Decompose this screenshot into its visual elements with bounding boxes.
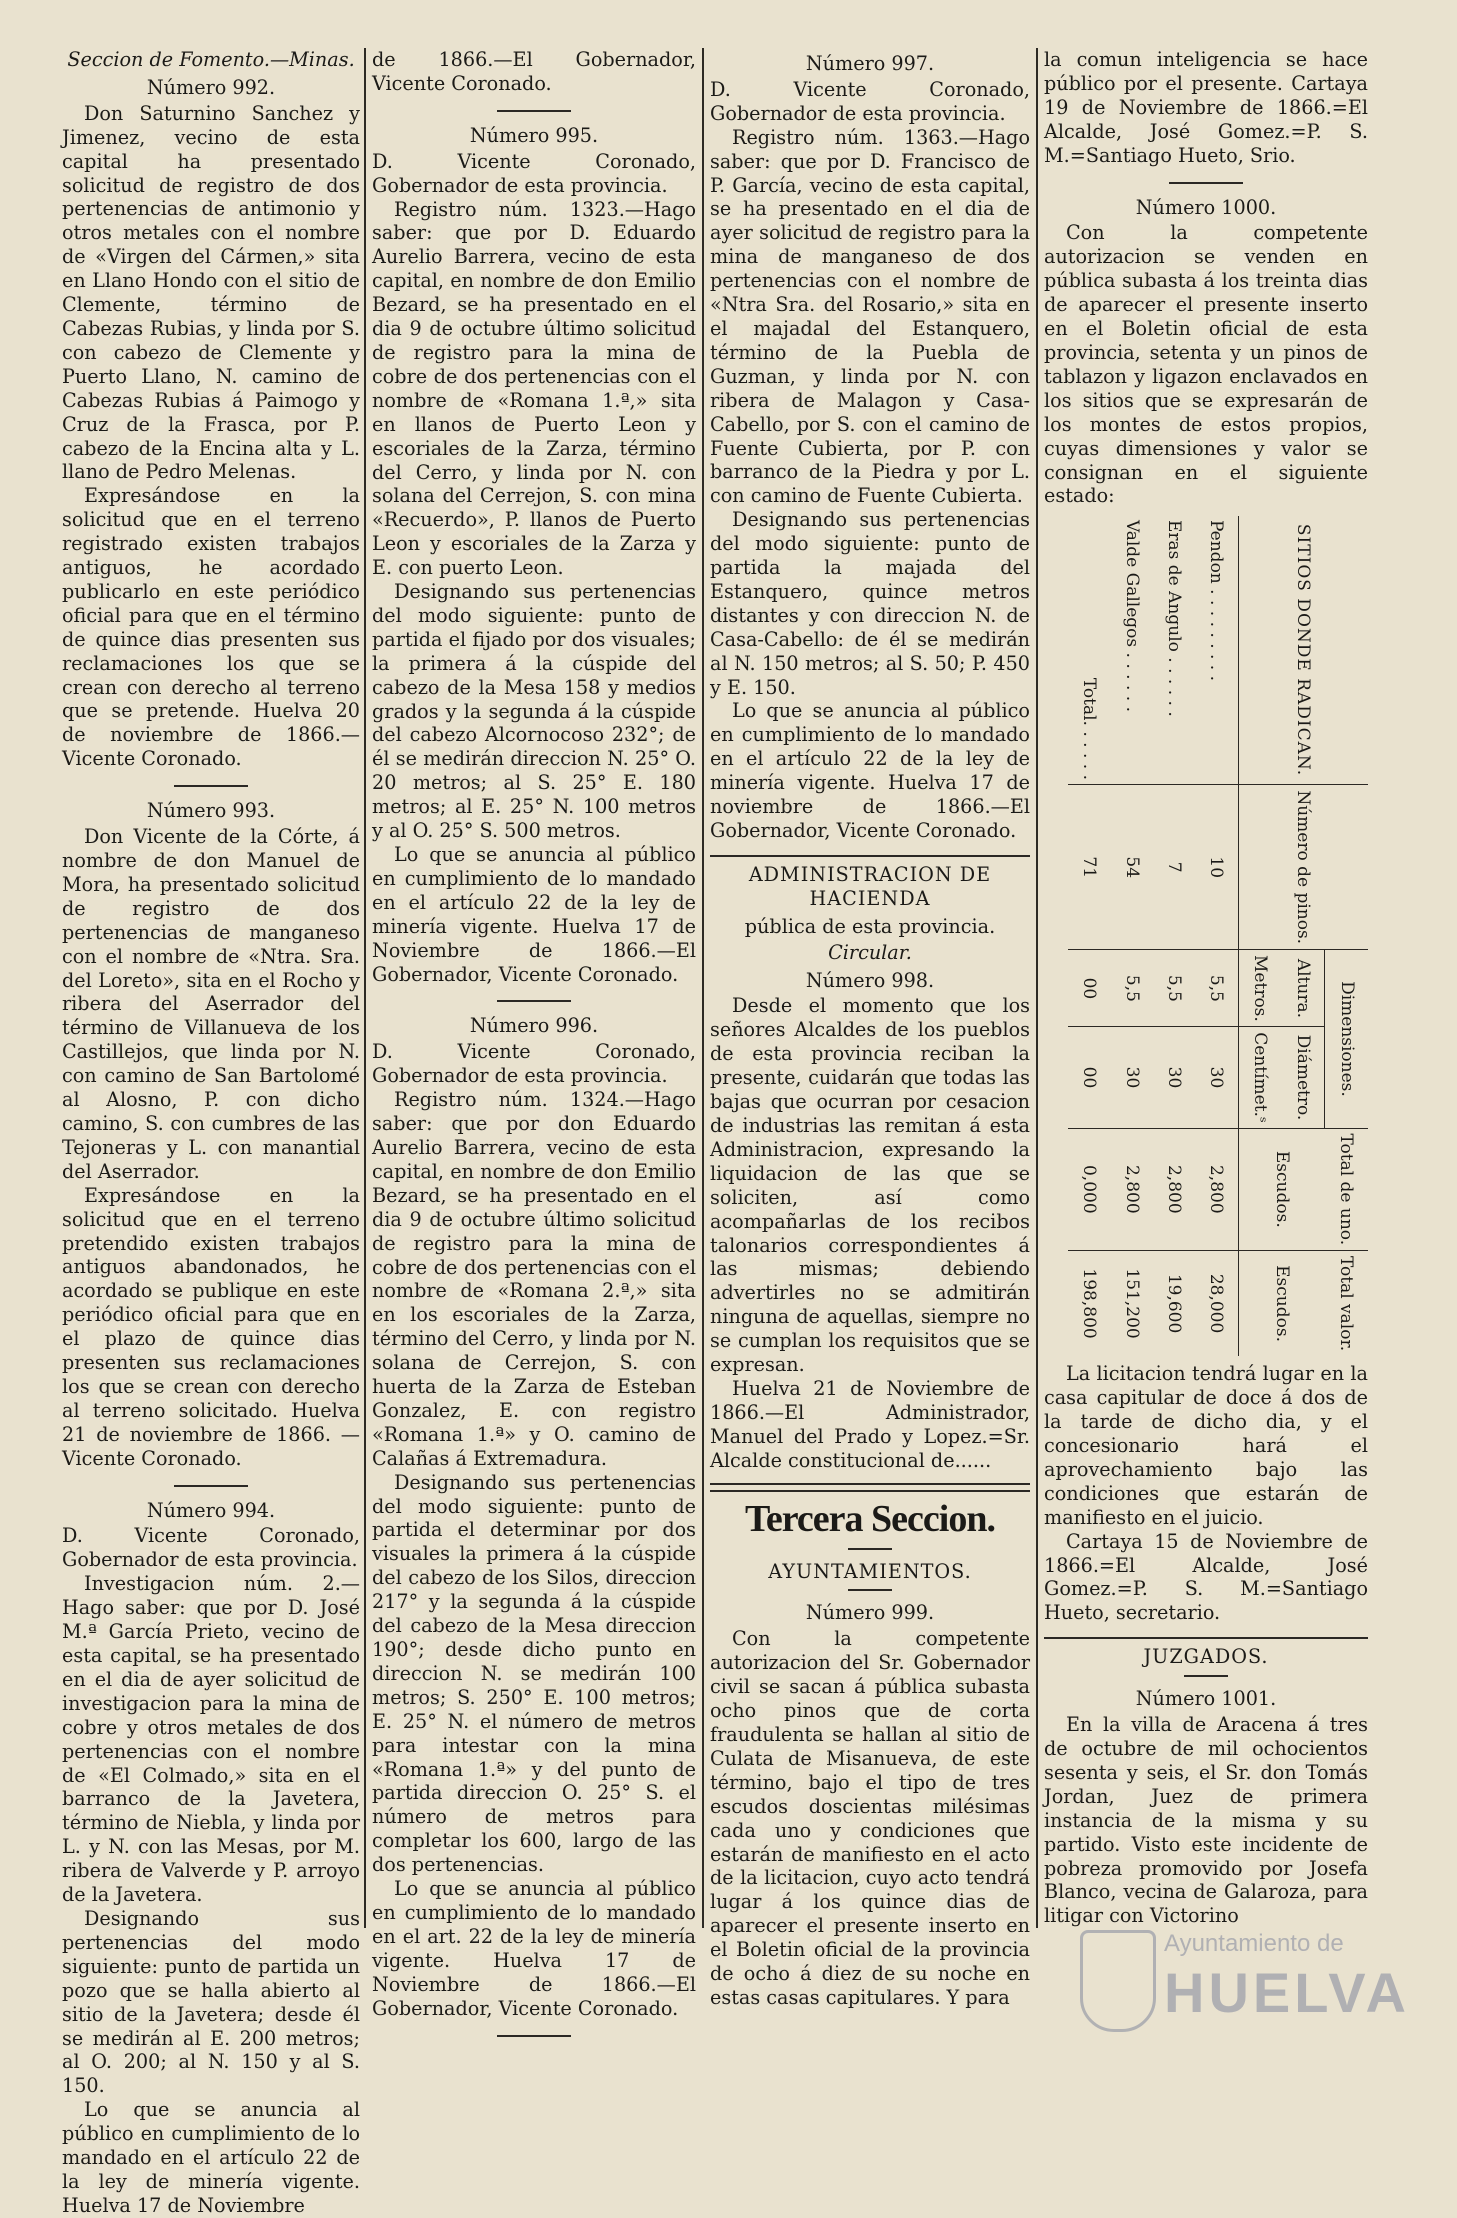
table-cell-diameter: 30 (1110, 1027, 1152, 1128)
administration-subheading: pública de esta provincia. (744, 914, 996, 938)
table-cell-number: 54 (1110, 785, 1152, 950)
column-4 (1044, 48, 1368, 1938)
table-header-height: Altura. (1282, 950, 1325, 1027)
separator (1169, 182, 1243, 184)
paragraph: Expresándose en la solicitud que en el terreno pretendido existen trabajos antiguos abandonados, he acordado se publique en este periódico oficial para que en el plazo de quince dias presenten sus reclamaciones los que se crean con derecho al terreno solicitado. Huelva 21 de noviembre de 1866. —Vicente Coronado. (62, 1183, 360, 1470)
pine-table-wrapper (1044, 516, 1368, 1356)
notice-header: D. Vicente Coronado, Gobernador de esta provincia. (710, 77, 1030, 125)
section-title: Tercera Seccion. (745, 1497, 995, 1540)
table-cell-number: 7 (1153, 785, 1195, 950)
column-rule (1036, 48, 1038, 1928)
paragraph: Lo que se anuncia al público en cumplimiento de lo mandado en el artículo 22 de la ley de minería vigente. Huelva 17 de noviembre de 1866.—El Gobernador, Vicente Coronado. (710, 699, 1030, 842)
separator (497, 110, 571, 112)
table-cell-height: 5,5 (1195, 950, 1238, 1027)
paragraph: Designando sus pertenencias del modo siguiente: punto de partida el fijado por dos visuales; la primera á la cúspide del cabezo de la Mesa 158 y medios grados y la segunda á la cúspide del cabezo Alcornocoso 232°; de él se medirán direccion N. 25° O. 20 metros; al S. 25° E. 180 metros; al E. 25° N. 100 metros y al O. 25° S. 500 metros. (372, 580, 696, 843)
notice-header: D. Vicente Coronado, Gobernador de esta provincia. (62, 1524, 360, 1572)
notice-header: D. Vicente Coronado, Gobernador de esta provincia. (372, 149, 696, 197)
paragraph: Designando sus pertenencias del modo siguiente: punto de partida el determinar por dos visuales la primera á la cúspide del cabezo de los Silos, direccion 217° y la segunda á la cúspide del cabezo de la Mesa direccion 190°; desde dicho punto en direccion N. se medirán 100 metros; S. 250° E. 100 metros; E. 25° N. el número de metros para intestar con la mina «Romana 1.ª» y del punto de partida direccion O. 25° S. el número de metros para completar los 600, largo de las dos pertenencias. (372, 1470, 696, 1877)
paragraph: Lo que se anuncia al público en cumplimiento de lo mandado en el artículo 22 de la ley de minería vigente. Huelva 17 de Noviembre (62, 2098, 360, 2217)
table-header-diameter: Diámetro. (1282, 1027, 1325, 1128)
watermark-line-2: HUELVA (1164, 1961, 1410, 2024)
section-heading: Seccion de Fomento.—Minas. (67, 48, 355, 71)
paragraph: Con la competente autorizacion se venden en pública subasta á los treinta dias de aparecer el presente inserto en el Boletin oficial de esta provincia, setenta y un pinos de tablazon y ligazon enclavados en los sitios que se expresarán de los montes de estos propios, cuyas dimensiones y valor se consignan en el siguiente estado: (1044, 221, 1368, 508)
column-rule (702, 48, 704, 1928)
table-header-number: Número de pinos. (1238, 785, 1368, 950)
table-cell-site: Eras de Angulo . . . . . . (1163, 520, 1184, 718)
paragraph: de 1866.—El Gobernador, Vicente Coronado. (372, 48, 696, 95)
table-row (1110, 516, 1152, 1356)
administration-heading: ADMINISTRACION DE HACIENDA (748, 862, 992, 910)
table-header-diameter-unit: Centímet.ˢ (1238, 1027, 1281, 1128)
table-cell-total-value: 28,000 (1195, 1251, 1238, 1356)
table-cell-height: 5,5 (1110, 950, 1152, 1027)
table-header-total-one-unit: Escudos. (1238, 1128, 1324, 1251)
column-rule (364, 48, 366, 1928)
paragraph: Don Vicente de la Córte, á nombre de don Manuel de Mora, ha presentado solicitud de registro de dos pertenencias de manganeso con el nombre de «Ntra. Sra. del Loreto», sita en el Rocho y ribera del Aserrador del término de Villanueva de los Castillejos, que linda por N. con camino de San Bartolomé al Alosno, P. con dicho camino, S. con cumbres de las Tejoneras y L. con manantial del Aserrador. (62, 825, 360, 1183)
paragraph: Investigacion núm. 2.—Hago saber: que por D. José M.ª García Prieto, vecino de esta capital, se ha presentado en el dia de ayer solicitud de investigacion para la mina de cobre y otros metales de dos pertenencias con el nombre de «El Colmado,» sita en el barranco de la Javetera, término de Niebla, y linda por L. y N. con las Mesas, por M. ribera de Valverde y P. arroyo de la Javetera. (62, 1572, 360, 1907)
separator (848, 1589, 892, 1591)
table-header-sites: SITIOS DONDE RADICAN. (1238, 516, 1368, 785)
paragraph: Cartaya 15 de Noviembre de 1866.=El Alcalde, José Gomez.=P. S. M.=Santiago Hueto, secretario. (1044, 1529, 1368, 1625)
table-header-total-one: Total de uno. (1325, 1128, 1368, 1251)
table-header-total-value-unit: Escudos. (1238, 1251, 1324, 1356)
table-cell-height: 00 (1068, 950, 1110, 1027)
table-cell-height: 5,5 (1153, 950, 1195, 1027)
column-3 (710, 48, 1030, 2009)
table-cell-diameter: 30 (1153, 1027, 1195, 1128)
section-rule (710, 1483, 1030, 1492)
paragraph: Desde el momento que los señores Alcaldes de los pueblos de esta provincia reciban la presente, cuidarán que todas las bajas que ocurran por cesacion de industrias las remitan á esta Administracion, expresando la liquidacion de las que se soliciten, así como acompañarlas de los recibos talonarios correspondientes á las mismas; debiendo advertirles no se admitirán ninguna de aquellas, siempre no se cumplan los requisitos que se expresan. (710, 994, 1030, 1377)
notice-number: Número 995. (469, 123, 599, 147)
circular-label: Circular. (828, 940, 912, 964)
table-cell-site: Valde Gallegos . . . . . . (1121, 520, 1142, 713)
paragraph: Huelva 21 de Noviembre de 1866.—El Administrador, Manuel del Prado y Lopez.=Sr. Alcalde constitucional de...... (710, 1376, 1030, 1472)
paragraph: Lo que se anuncia al público en cumplimiento de lo mandado en el art. 22 de la ley de minería vigente. Huelva 17 de Noviembre de 1866.—El Gobernador, Vicente Coronado. (372, 1877, 696, 2020)
column-2 (372, 48, 696, 2020)
table-cell-total-one: 2,800 (1110, 1128, 1152, 1251)
paragraph: Con la competente autorizacion del Sr. Gobernador civil se sacan á pública subasta ocho pinos que de corta fraudulenta se hallan al sitio de Culata de Misanueva, de este término, bajo el tipo de tres escudos doscientas milésimas cada uno y condiciones que estarán de manifiesto en el acto de la licitacion, cuyo acto tendrá lugar á los quince dias de aparecer el presente inserto en el Boletin oficial de la provincia de ocho á diez de su noche en estas casas capitulares. Y para (710, 1627, 1030, 2009)
notice-number: Número 993. (146, 799, 276, 823)
notice-number: Número 992. (146, 75, 276, 99)
table-header-height-unit: Metros. (1238, 950, 1281, 1027)
table-cell-total-one: 2,800 (1153, 1128, 1195, 1251)
coat-of-arms-icon (1080, 1930, 1156, 2032)
notice-header: D. Vicente Coronado, Gobernador de esta provincia. (372, 1040, 696, 1088)
separator (848, 1548, 892, 1550)
table-cell-site: Total. . . . . . (1079, 678, 1100, 781)
notice-number: Número 994. (146, 1498, 276, 1522)
table-cell-total-value: 19,600 (1153, 1251, 1195, 1356)
separator (1184, 1675, 1228, 1677)
table-cell-number: 10 (1195, 785, 1238, 950)
table-cell-diameter: 00 (1068, 1027, 1110, 1128)
table-cell-site: Pendon . . . . . . . . . (1206, 520, 1227, 682)
table-cell-total-value: 151,200 (1110, 1251, 1152, 1356)
paragraph: Lo que se anuncia al público en cumplimiento de lo mandado en el artículo 22 de la ley de minería vigente. Huelva 17 de Noviembre de 1866.—El Gobernador, Vicente Coronado. (372, 843, 696, 986)
table-cell-total-one: 2,800 (1195, 1128, 1238, 1251)
table-cell-number: 71 (1068, 785, 1110, 950)
table-row (1195, 516, 1238, 1356)
notice-number: Número 996. (469, 1014, 599, 1038)
paragraph: En la villa de Aracena á tres de octubre de mil ochocientos sesenta y seis, el Sr. don Tomás Jordan, Juez de primera instancia de la misma y su partido. Visto este incidente de pobreza promovido por Josefa Blanco, vecina de Galaroza, para litigar con Victorino (1044, 1713, 1368, 1928)
paragraph: Registro núm. 1324.—Hago saber: que por don Eduardo Aurelio Barrera, vecino de esta capital, en nombre de don Emilio Bezard, se ha presentado en el dia 9 de octubre último solicitud de registro para la mina de cobre de dos pertenencias con el nombre de «Romana 2.ª,» sita en los escoriales de la Zarza, término del Cerro, y linda por N. solana de Cerrejon, S. con huerta de la Zarza de Esteban Gonzalez, E. con registro «Romana 1.ª» y O. camino de Calañas á Extremadura. (372, 1088, 696, 1470)
notice-number: Número 1001. (1135, 1687, 1277, 1711)
paragraph: Don Saturnino Sanchez y Jimenez, vecino de esta capital ha presentado solicitud de registro de dos pertenencias de antimonio y otros metales con el nombre de «Virgen del Cármen,» sita en Llano Hondo con el sitio de Clemente, término de Cabezas Rubias, y linda por S. con cabezo de Clemente y Puerto Llano, N. camino de Cabezas Rubias á Paimogo y Cruz de la Frasca, por P. cabezo de la Encina alta y L. llano de Pedro Melenas. (62, 101, 360, 484)
notice-number: Número 1000. (1135, 195, 1277, 219)
paragraph: Registro núm. 1363.—Hago saber: que por D. Francisco de P. García, vecino de esta capital, se ha presentado en el dia de ayer solicitud de registro para la mina de manganeso de dos pertenencias con el nombre de «Ntra Sra. del Rosario,» sita en el majadal del Estanquero, término de la Puebla de Guzman, y linda por N. con ribera de Malagon y Casa-Cabello, por S. con el camino de Fuente Cubierta, por P. con barranco de la Piedra y por L. con camino de Fuente Cubierta. (710, 125, 1030, 508)
paragraph: Designando sus pertenencias del modo siguiente: punto de partida la majada del Estanquero, quince metros distantes y con direccion N. de Casa-Cabello: de él se medirán al N. 150 metros; al S. 50; P. 450 y E. 150. (710, 508, 1030, 699)
paragraph: Expresándose en la solicitud que en el terreno registrado existen trabajos antiguos, he acordado publicarlo en este periódico oficial para que en el término de quince dias presenten sus reclamaciones los que se crean con derecho al terreno que se pretende. Huelva 20 de noviembre de 1866.—Vicente Coronado. (62, 484, 360, 771)
table-row-total (1068, 516, 1110, 1356)
paragraph: Designando sus pertenencias del modo siguiente: punto de partida un pozo que se halla abierto al sitio de la Javetera; desde él se medirán al E. 200 metros; al O. 200; al N. 150 y al S. 150. (62, 1906, 360, 2098)
paragraph: la comun inteligencia se hace público por el presente. Cartaya 19 de Noviembre de 1866.=El Alcalde, José Gomez.=P. S. M.=Santiago Hueto, Srio. (1044, 48, 1368, 167)
pine-table (1044, 516, 1368, 1356)
watermark-logo (1080, 1920, 1410, 2040)
column-1 (62, 48, 360, 2217)
notice-number: Número 998. (805, 968, 935, 992)
table-cell-total-value: 198,800 (1068, 1251, 1110, 1356)
table-header-dimensions: Dimensiones. (1325, 950, 1368, 1128)
notice-number: Número 997. (805, 52, 935, 75)
paragraph: La licitacion tendrá lugar en la casa capitular de doce á dos de la tarde de dicho dia, y el concesionario hará el aprovechamiento bajo las condiciones que estarán de manifiesto en el juicio. (1044, 1362, 1368, 1529)
table-header-total-value: Total valor. (1325, 1251, 1368, 1356)
separator (174, 1485, 248, 1487)
juzgados-heading: JUZGADOS. (1143, 1645, 1269, 1669)
separator (1044, 1637, 1368, 1639)
paragraph: Registro núm. 1323.—Hago saber: que por D. Eduardo Aurelio Barrera, vecino de esta capital, en nombre de don Emilio Bezard, se ha presentado en el dia 9 de octubre último solicitud de registro para la mina de cobre de dos pertenencias con el nombre de «Romana 1.ª,» sita en llanos de Puerto Leon y escoriales de la Zarza, término del Cerro, y linda por N. con solana del Cerrejon, S. con mina «Recuerdo», P. llanos de Puerto Leon y escoriales de la Zarza y E. con puerto Leon. (372, 197, 696, 580)
watermark-line-1: Ayuntamiento de (1164, 1930, 1344, 1957)
separator (174, 785, 248, 787)
separator (497, 2035, 571, 2037)
separator (497, 1000, 571, 1002)
table-cell-total-one: 0,000 (1068, 1128, 1110, 1251)
ayuntamientos-heading: AYUNTAMIENTOS. (768, 1559, 972, 1583)
separator (710, 855, 1030, 857)
notice-number: Número 999. (805, 1601, 935, 1625)
table-cell-diameter: 30 (1195, 1027, 1238, 1128)
table-row (1153, 516, 1195, 1356)
